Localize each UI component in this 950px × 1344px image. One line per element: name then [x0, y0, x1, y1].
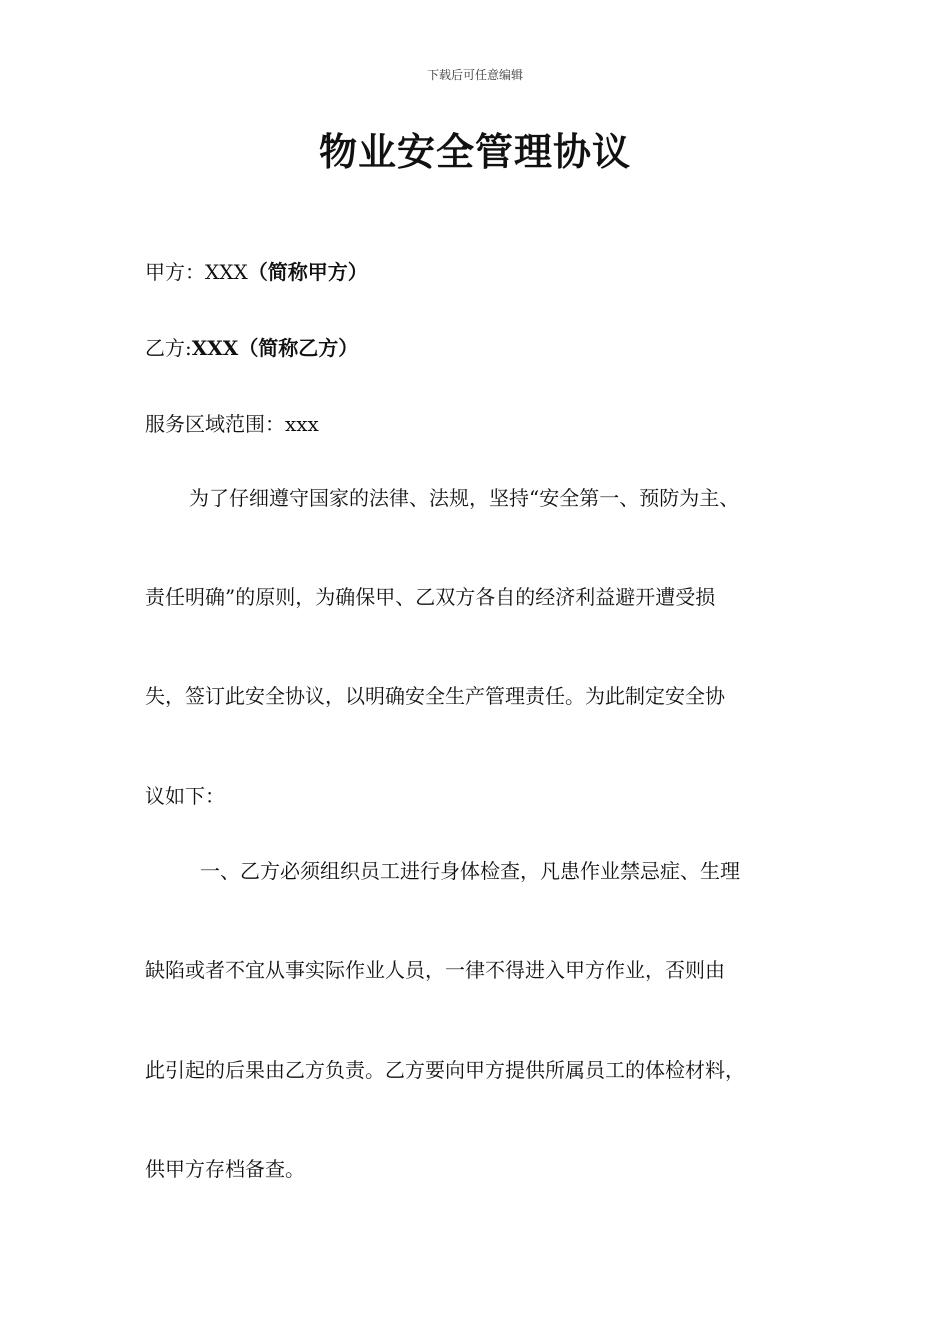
preamble-line: 为了仔细遵守国家的法律、法规，坚持“安全第一、预防为主、	[189, 486, 740, 510]
party-a-note: （简称甲方）	[247, 260, 368, 284]
clause-1-line: 供甲方存档备查。	[145, 1157, 305, 1181]
preamble-line: 议如下：	[145, 784, 225, 808]
party-a-line	[145, 258, 845, 286]
clause-1-line: 缺陷或者不宜从事实际作业人员，一律不得进入甲方作业，否则由	[145, 958, 725, 982]
preamble-line: 失，签订此安全协议，以明确安全生产管理责任。为此制定安全协	[145, 684, 725, 708]
party-b-line	[145, 334, 845, 362]
header-note: 下载后可任意编辑	[426, 68, 523, 82]
party-b-name: XXX	[191, 336, 239, 360]
party-b-label: 乙方:	[145, 336, 192, 360]
service-area-line: 服务区域范围：xxx	[145, 412, 319, 436]
clause-1-line: 此引起的后果由乙方负责。乙方要向甲方提供所属员工的体检材料，	[145, 1058, 745, 1082]
preamble-line: 责任明确”的原则，为确保甲、乙双方各自的经济利益避开遭受损	[145, 585, 716, 609]
party-b-note: （简称乙方）	[238, 336, 359, 360]
clause-1-line: 一、乙方必须组织员工进行身体检查，凡患作业禁忌症、生理	[200, 859, 740, 883]
party-a-label: 甲方：XXX	[145, 260, 248, 284]
document-title: 物业安全管理协议	[318, 129, 631, 174]
